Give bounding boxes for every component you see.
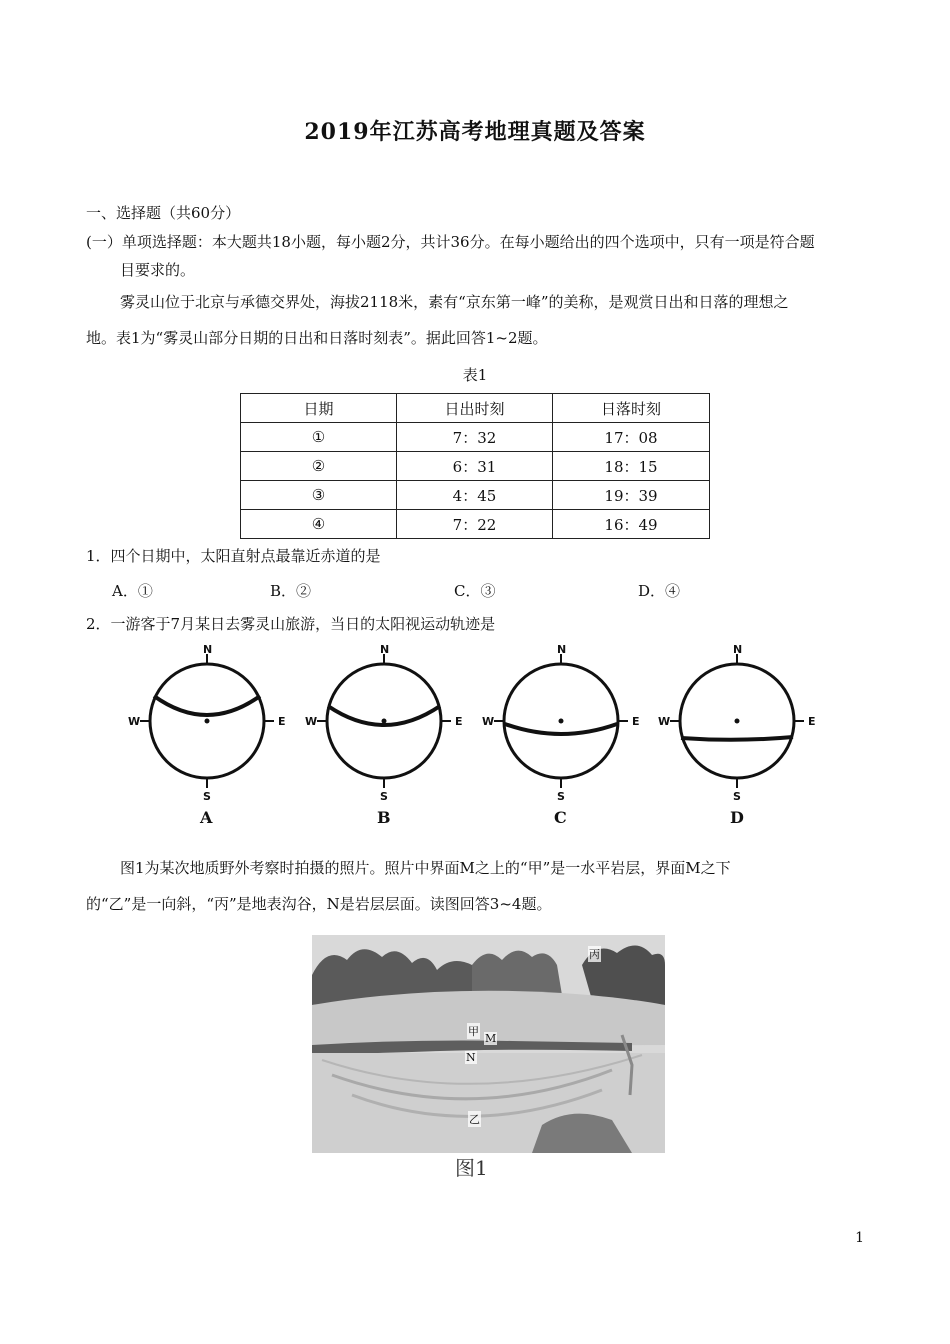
- diagram-b-n: N: [380, 643, 390, 656]
- sunrise-sunset-table: [240, 393, 710, 539]
- table-header-cell: 日出时刻: [397, 394, 553, 423]
- label-n: N: [466, 1051, 476, 1064]
- label-jia: 甲: [468, 1025, 479, 1038]
- section-instruction-line2: 目要求的。: [120, 261, 196, 279]
- diagram-b-s: S: [380, 790, 388, 803]
- table-cell: ③: [241, 481, 397, 510]
- table-caption: 表1: [462, 366, 488, 384]
- diagram-d-n: N: [733, 643, 743, 656]
- table-row: [241, 452, 710, 481]
- diagram-b-e: E: [455, 715, 463, 728]
- diagram-c-n: N: [557, 643, 567, 656]
- section-heading: 一、选择题（共60分）: [86, 204, 241, 222]
- diagram-a-s: S: [203, 790, 211, 803]
- intro1-line2: 地。表1为“雾灵山部分日期的日出和日落时刻表”。据此回答1~2题。: [86, 329, 548, 347]
- figure-1-caption: 图1: [455, 1156, 488, 1180]
- table-cell: 7：22: [397, 510, 553, 539]
- diagram-c-w: W: [482, 715, 495, 728]
- diagram-c-s: S: [557, 790, 565, 803]
- table-row: [241, 481, 710, 510]
- diagram-a-letter: A: [200, 808, 213, 827]
- diagram-a-e: E: [278, 715, 286, 728]
- table-cell: 7：32: [397, 423, 553, 452]
- question-1-option-d: D．④: [638, 582, 681, 600]
- question-1-option-c: C．③: [454, 582, 496, 600]
- question-1-option-b: B．②: [270, 582, 312, 600]
- diagram-d-s: S: [733, 790, 741, 803]
- diagram-d-letter: D: [730, 808, 744, 827]
- intro1-line1: 雾灵山位于北京与承德交界处，海拔2118米，素有“京东第一峰”的美称，是观赏日出和日落的理想之: [120, 293, 789, 311]
- page-number: 1: [855, 1230, 864, 1246]
- table-cell: ④: [241, 510, 397, 539]
- table-cell: 16：49: [553, 510, 710, 539]
- table-cell: 19：39: [553, 481, 710, 510]
- figure-1-photo: [312, 935, 665, 1153]
- diagram-a-w: W: [128, 715, 141, 728]
- label-yi: 乙: [469, 1113, 480, 1126]
- page-title: 2019年江苏高考地理真题及答案: [304, 119, 646, 145]
- section-instruction-line1: (一）单项选择题：本大题共18小题，每小题2分，共计36分。在每小题给出的四个选项中，只有一项是符合题: [86, 233, 815, 251]
- diagram-b-w: W: [305, 715, 318, 728]
- intro2-line2: 的“乙”是一向斜，“丙”是地表沟谷，N是岩层层面。读图回答3~4题。: [86, 895, 552, 913]
- table-header-cell: 日期: [241, 394, 397, 423]
- label-m: M: [485, 1032, 497, 1045]
- question-1-stem: 1．四个日期中，太阳直射点最靠近赤道的是: [86, 547, 381, 565]
- table-row: [241, 423, 710, 452]
- sun-path-diagrams: [120, 640, 830, 830]
- table-header-row: [241, 394, 710, 423]
- table-cell: 4：45: [397, 481, 553, 510]
- diagram-a-n: N: [203, 643, 213, 656]
- label-bing: 丙: [589, 948, 600, 961]
- intro2-line1: 图1为某次地质野外考察时拍摄的照片。照片中界面M之上的“甲”是一水平岩层，界面M之下: [120, 859, 731, 877]
- diagram-d: [658, 643, 816, 827]
- diagram-b: [305, 643, 463, 827]
- table-cell: ①: [241, 423, 397, 452]
- diagram-c-letter: C: [554, 808, 567, 827]
- question-2-stem: 2．一游客于7月某日去雾灵山旅游，当日的太阳视运动轨迹是: [86, 615, 496, 633]
- diagram-d-e: E: [808, 715, 816, 728]
- table-cell: 6：31: [397, 452, 553, 481]
- diagram-c: [482, 643, 640, 827]
- table-cell: 17：08: [553, 423, 710, 452]
- diagram-b-letter: B: [377, 808, 391, 827]
- question-1-option-a: A．①: [112, 582, 153, 600]
- table-row: [241, 510, 710, 539]
- table-header-cell: 日落时刻: [553, 394, 710, 423]
- diagram-a: [128, 643, 286, 827]
- table-cell: ②: [241, 452, 397, 481]
- table-cell: 18：15: [553, 452, 710, 481]
- diagram-c-e: E: [632, 715, 640, 728]
- diagram-d-w: W: [658, 715, 671, 728]
